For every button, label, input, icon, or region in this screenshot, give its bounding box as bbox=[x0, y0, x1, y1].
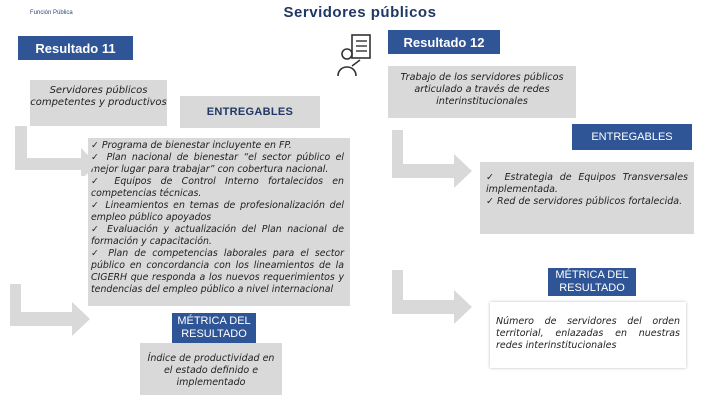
result-12-badge: Resultado 12 bbox=[388, 30, 500, 54]
list-item: ✓ Estrategia de Equipos Transversales implementada. bbox=[486, 172, 688, 195]
list-item: ✓ Plan nacional de bienestar “el sector público el mejor lugar para trabajar” con cobertura nacional. bbox=[91, 152, 344, 175]
page-title: Servidores públicos bbox=[283, 4, 437, 21]
list-item: ✓ Lineamientos en temas de profesionalización del empleo público apoyados bbox=[91, 200, 344, 223]
result-11-metrica-label: MÉTRICA DEL RESULTADO bbox=[172, 313, 256, 343]
section-label: Función Pública bbox=[30, 10, 73, 16]
result-12-entregables-label: ENTREGABLES bbox=[572, 124, 692, 150]
result-11-entregables-list bbox=[88, 138, 350, 306]
right-bottom-arrow-icon bbox=[392, 270, 477, 326]
list-item: ✓ Equipos de Control Interno fortalecidos en competencias técnicas. bbox=[91, 176, 344, 199]
left-bottom-arrow-icon bbox=[10, 284, 95, 339]
result-11-metrica-text: Índice de productividad en el estado definido e implementado bbox=[140, 343, 282, 395]
list-item: ✓ Plan de competencias laborales para el sector público en concordancia con los lineamientos de la CIGERH que responda a los nuevos requerimientos y tendencias del empleo público a nivel internacional bbox=[91, 248, 344, 295]
result-11-badge: Resultado 11 bbox=[18, 36, 133, 60]
result-11-entregables-label: ENTREGABLES bbox=[180, 96, 320, 128]
left-top-arrow-icon bbox=[15, 126, 95, 176]
result-12-entregables-list bbox=[480, 162, 694, 234]
right-top-arrow-icon bbox=[392, 130, 477, 188]
result-11-description: Servidores públicos competentes y productivos bbox=[30, 80, 167, 126]
person-with-checklist-icon bbox=[334, 32, 384, 80]
result-12-metrica-text: Número de servidores del orden territorial, enlazadas en nuestras redes interinstitucionales bbox=[490, 302, 686, 368]
result-12-metrica-label: MÉTRICA DEL RESULTADO bbox=[548, 268, 636, 296]
list-item: ✓ Red de servidores públicos fortalecida. bbox=[486, 196, 683, 207]
list-item: ✓ Evaluación y actualización del Plan nacional de formación y capacitación. bbox=[91, 224, 344, 247]
list-item: ✓ Programa de bienestar incluyente en FP. bbox=[91, 140, 292, 151]
result-12-description: Trabajo de los servidores públicos articulado a través de redes interinstitucionales bbox=[388, 66, 576, 118]
